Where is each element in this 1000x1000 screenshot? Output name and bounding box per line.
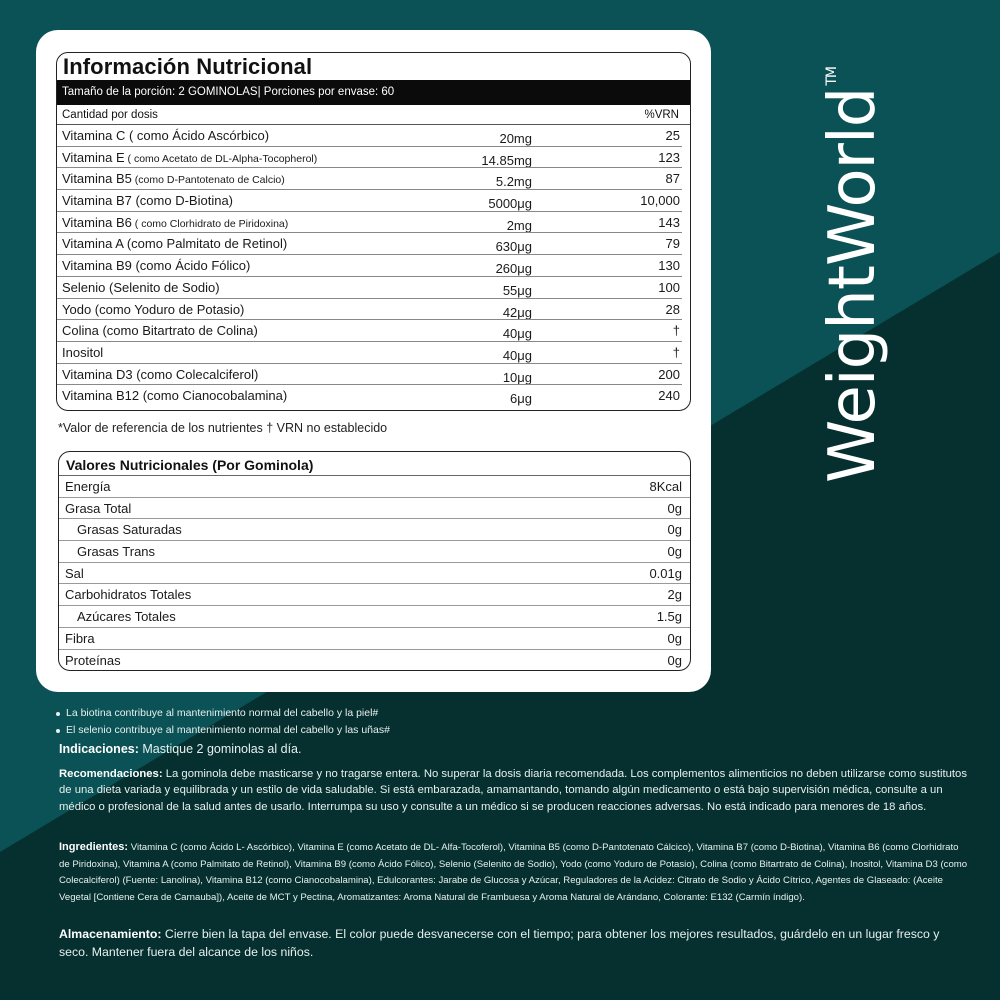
nutrient-label: Vitamina B6: [62, 214, 132, 230]
storage-label: Almacenamiento:: [59, 927, 162, 941]
vitamin-row: [57, 168, 690, 190]
nutrient-vrn: 79: [665, 236, 680, 252]
nutrient-label: Vitamina A: [62, 236, 124, 252]
indications-text: Mastique 2 gominolas al día.: [138, 742, 302, 756]
indications-label: Indicaciones:: [59, 742, 139, 756]
vrn-footnote: *Valor de referencia de los nutrientes † VRN no establecido: [58, 421, 388, 435]
nutrition-info-table: [56, 52, 691, 411]
nutritional-value: 0g: [667, 522, 682, 538]
nutrient-source: ( como Clorhidrato de Piridoxina): [131, 217, 289, 230]
nutritional-key: Fibra: [65, 630, 95, 646]
vitamin-row: [57, 320, 690, 342]
nutrient-source: (como Bitartrato de Colina): [98, 323, 258, 339]
nutrient-source: (como D-Biotina): [131, 193, 233, 209]
nutrient-label: Inositol: [62, 344, 104, 360]
nutrient-amount: 2mg: [506, 217, 532, 233]
nutritional-key: Proteínas: [65, 652, 121, 668]
nutrient-source: (como D-Pantotenato de Calcio): [131, 174, 285, 187]
nutrient-source: (como Palmitato de Retinol): [123, 236, 288, 252]
nutrient-amount: 260μg: [495, 261, 532, 277]
nutritional-key: Energía: [65, 479, 111, 494]
nutrient-vrn: 130: [658, 258, 680, 274]
nutritional-key: Sal: [65, 565, 84, 581]
nutritional-value: 8Kcal: [649, 479, 682, 494]
nutrient-name: [62, 233, 432, 255]
nutrient-vrn: 143: [658, 214, 680, 230]
nutrient-name: [62, 385, 432, 407]
nutrient-amount: 55μg: [502, 282, 532, 298]
nutrient-source: ( como Ácido Ascórbico): [125, 128, 270, 143]
indications-section: [59, 740, 969, 758]
claim-item: El selenio contribuye al mantenimiento normal del cabello y las uñas#: [55, 722, 390, 739]
vitamin-row: [57, 342, 690, 364]
nutrient-label: Vitamina E: [62, 149, 125, 165]
nutrient-name: [62, 320, 432, 342]
nutrient-vrn: †: [672, 344, 680, 360]
nutrient-name: [62, 212, 432, 234]
nutritional-value: 0g: [667, 500, 682, 516]
nutritional-value: 0g: [667, 544, 682, 560]
vitamin-row: [57, 385, 690, 407]
nutritional-value: 0.01g: [649, 565, 682, 581]
nutritional-row: [59, 628, 690, 650]
nutritional-row: [59, 606, 690, 628]
vitamin-row: [57, 147, 690, 169]
nutrient-label: Yodo: [62, 301, 92, 317]
nutrient-name: [62, 299, 432, 321]
nutritional-key: Grasas Saturadas: [77, 522, 182, 538]
nutrition-info-title: Información Nutricional: [63, 54, 313, 79]
nutritional-row: [59, 563, 690, 585]
nutritional-value: 0g: [667, 652, 682, 668]
nutrient-name: [62, 255, 432, 277]
vitamin-row: [57, 364, 690, 386]
vitamin-row: [57, 125, 690, 147]
nutrient-label: Colina: [62, 323, 99, 339]
table-header: [57, 105, 690, 125]
nutrient-label: Selenio: [62, 279, 106, 295]
nutrient-vrn: 200: [658, 366, 680, 382]
nutrient-amount: 5.2mg: [495, 174, 532, 190]
serving-size-bar: Tamaño de la porción: 2 GOMINOLAS| Porciones por envase: 60: [57, 80, 690, 105]
nutrient-name: [62, 364, 432, 386]
nutritional-value: 2g: [667, 587, 682, 603]
health-claims-list: [55, 705, 390, 739]
header-vrn-label: %VRN: [644, 109, 679, 121]
vitamin-rows: [57, 125, 690, 407]
nutrient-amount: 40μg: [502, 347, 532, 363]
vitamin-row: [57, 277, 690, 299]
nutrient-amount: 40μg: [502, 326, 532, 342]
brand-logo: [808, 66, 898, 484]
nutritional-values-title: Valores Nutricionales (Por Gominola): [59, 452, 690, 476]
nutrient-amount: 14.85mg: [481, 152, 532, 168]
nutrient-vrn: †: [672, 323, 680, 339]
recommendations-label: Recomendaciones:: [59, 768, 163, 780]
nutrient-amount: 10μg: [502, 369, 532, 385]
claim-item: La biotina contribuye al mantenimiento normal del cabello y la piel#: [55, 705, 390, 722]
nutritional-row: [59, 476, 690, 498]
recommendations-text: La gominola debe masticarse y no tragarse entera. No superar la dosis diaria recomendada. Los complementos alimenticios no deben utilizarse como sustitutos de una dieta variada y equilibrada y un estilo de vida saludable. Si está embarazada, amamantando, tomando algún medicamento o está bajo supervisión médica, consulte a un médico o profesional de la salud antes de usarlo. Interrumpa su uso y consulte a un médico si se producen reacciones adversas. No está indicado para menores de 18 años.: [59, 768, 967, 813]
nutrient-vrn: 25: [665, 128, 680, 143]
vitamin-row: [57, 190, 690, 212]
nutritional-key: Azúcares Totales: [77, 609, 176, 625]
nutritional-row: [59, 498, 690, 520]
storage-section: [59, 926, 969, 961]
nutrient-vrn: 240: [658, 388, 680, 404]
nutrient-amount: 5000μg: [488, 196, 532, 212]
nutrient-amount: 630μg: [495, 239, 532, 255]
nutrient-label: Vitamina C: [62, 128, 126, 143]
nutrient-vrn: 87: [665, 171, 680, 187]
nutritional-key: Grasa Total: [65, 500, 132, 516]
ingredients-section: [59, 839, 969, 906]
nutrient-name: [62, 168, 432, 190]
nutrient-vrn: 28: [665, 301, 680, 317]
nutritional-row: [59, 650, 690, 672]
nutritional-values-table: [58, 451, 691, 671]
nutrient-label: Vitamina D3: [62, 366, 133, 382]
nutritional-row: [59, 519, 690, 541]
nutrient-name: [62, 125, 432, 147]
nutritional-key: Carbohidratos Totales: [65, 587, 192, 603]
brand-logo-text: [816, 66, 890, 484]
nutritional-row: [59, 584, 690, 606]
nutrient-name: [62, 277, 432, 299]
nutrient-vrn: 123: [658, 149, 680, 165]
nutritional-row: [59, 541, 690, 563]
nutrient-source: (Selenito de Sodio): [105, 279, 220, 295]
nutrient-label: Vitamina B12: [62, 388, 140, 404]
nutrient-vrn: 100: [658, 279, 680, 295]
nutrient-vrn: 10,000: [640, 193, 680, 209]
nutrient-name: [62, 342, 432, 364]
nutrient-source: (como Ácido Fólico): [131, 258, 251, 274]
nutrient-label: Vitamina B7: [62, 193, 132, 209]
nutritional-key: Grasas Trans: [77, 544, 156, 560]
nutrient-source: ( como Acetato de DL-Alpha-Tocopherol): [124, 152, 318, 165]
trademark-mark: TM: [824, 66, 840, 86]
recommendations-section: [59, 766, 969, 815]
vitamin-row: [57, 212, 690, 234]
nutrient-label: Vitamina B5: [62, 171, 132, 187]
vitamin-row: [57, 299, 690, 321]
nutrient-amount: 20mg: [499, 131, 532, 146]
ingredients-label: Ingredientes:: [59, 841, 129, 853]
nutritional-value: 0g: [667, 630, 682, 646]
brand-name: WeightWorld: [816, 87, 890, 484]
nutrient-source: (como Yoduro de Potasio): [91, 301, 245, 317]
nutrient-source: (como Colecalciferol): [132, 366, 259, 382]
header-amount-label: Cantidad por dosis: [62, 109, 158, 121]
nutrient-source: (como Cianocobalamina): [139, 388, 288, 404]
nutritional-rows: [59, 476, 690, 671]
nutrient-amount: 6μg: [510, 391, 532, 407]
storage-text: Cierre bien la tapa del envase. El color puede desvanecerse con el tiempo; para obtener los mejores resultados, guárdelo en un lugar fresco y seco. Mantener fuera del alcance de los niños.: [59, 927, 940, 959]
vitamin-row: [57, 255, 690, 277]
nutrient-name: [62, 190, 432, 212]
nutrient-amount: 42μg: [502, 304, 532, 320]
vitamin-row: [57, 233, 690, 255]
nutritional-value: 1.5g: [656, 609, 682, 625]
ingredients-text: Vitamina C (como Ácido L- Ascórbico), Vitamina E (como Acetato de DL- Alfa-Tocoferol), Vitamina B5 (como D-Pantotenato Cálcico), Vitamina B7 (como D-Biotina), Vitamina B6 (como Clorhidrato de Piridoxina), Vitamina A (como Palmitato de Retinol), Vitamina B9 (como Ácido Fólico), Selenio (Selenito de Sodio), Yodo (como Yoduro de Potasio), Colina (como Bitartrato de Colina), Inositol, Vitamina D3 (como Colecalciferol) (Fuente: Lanolina), Vitamina B12 (como Cianocobalamina), Edulcorantes: Jarabe de Glucosa y Azúcar, Reguladores de la Acidez: Citrato de Sodio y Ácido Cítrico, Agentes de Glaseado: (Aceite Vegetal [Contiene Cera de Carnauba]), Aceite de MCT y Pectina, Aromatizantes: Aroma Natural de Frambuesa y Aroma Natural de Arándano, Colorante: E132 (Carmín índigo).: [59, 842, 968, 903]
nutrient-name: [62, 147, 432, 169]
nutrient-label: Vitamina B9: [62, 258, 132, 274]
